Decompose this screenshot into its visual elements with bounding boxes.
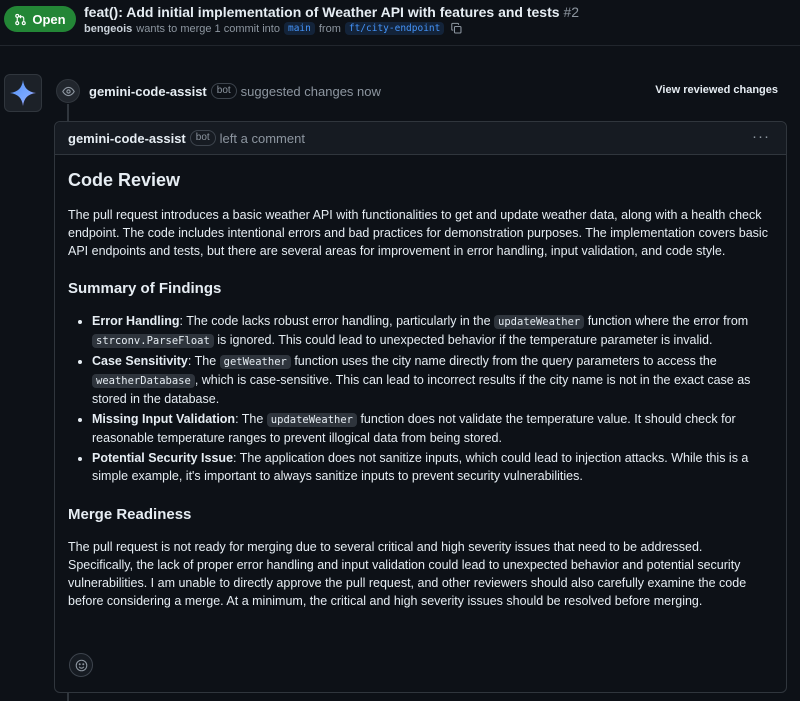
summary-heading: Summary of Findings bbox=[68, 280, 222, 297]
copy-icon[interactable] bbox=[450, 22, 463, 35]
inline-code: updateWeather bbox=[494, 315, 584, 329]
pr-merge-from-text: from bbox=[318, 22, 341, 35]
finding-text: function does not validate the temperature value. It should check for reasonable temperature ranges to prevent illogical data from being stored. bbox=[92, 412, 736, 445]
finding-text: : The code lacks robust error handling, particularly in the bbox=[179, 314, 495, 328]
review-action-text: suggested changes now bbox=[240, 83, 381, 99]
comment-menu-button[interactable]: ··· bbox=[752, 128, 770, 145]
base-branch-link[interactable]: main bbox=[284, 22, 315, 35]
smiley-icon bbox=[75, 659, 88, 672]
pr-state-label: Open bbox=[32, 11, 66, 27]
git-pull-request-icon bbox=[14, 13, 27, 26]
pr-header bbox=[0, 0, 800, 45]
gemini-sparkle-icon bbox=[8, 78, 38, 108]
inline-code: weatherDatabase bbox=[92, 374, 195, 388]
finding-title: Missing Input Validation bbox=[92, 412, 236, 426]
review-event bbox=[89, 83, 381, 99]
finding-text: , which is case-sensitive. This can lead to incorrect results if the city name is not in the exact case as stored in the database. bbox=[92, 373, 751, 406]
pr-merge-text: wants to merge 1 commit into bbox=[136, 22, 280, 35]
pr-meta bbox=[84, 22, 463, 35]
pr-author-link[interactable]: bengeois bbox=[84, 22, 133, 35]
comment-header bbox=[55, 122, 786, 155]
inline-code: updateWeather bbox=[267, 413, 357, 427]
finding-text: : The bbox=[187, 354, 220, 368]
finding-text: is ignored. This could lead to unexpected behavior if the temperature parameter is invalid. bbox=[213, 333, 713, 347]
list-item bbox=[92, 410, 768, 447]
merge-readiness-heading: Merge Readiness bbox=[68, 506, 192, 523]
comment-action-text: left a comment bbox=[219, 130, 305, 146]
header-divider bbox=[0, 45, 800, 46]
review-event-badge bbox=[56, 79, 80, 103]
finding-title: Error Handling bbox=[92, 314, 180, 328]
comment-author-line bbox=[68, 130, 305, 146]
eye-icon bbox=[62, 85, 75, 98]
comment-author-link[interactable]: gemini-code-assist bbox=[68, 130, 186, 146]
review-comment bbox=[54, 121, 787, 693]
comment-intro: The pull request introduces a basic weather API with functionalities to get and update weather data, along with a health check endpoint. The code includes intentional errors and bad practices for demonstration purposes. The implementation covers basic API endpoints and tests, but there are several areas for improvement in error handling, input validation, and code style. bbox=[68, 208, 768, 258]
merge-readiness-text: The pull request is not ready for merging due to several critical and high severity issues that need to be addressed. Specifically, the lack of proper error handling and input validation could lead to unexpected behavior and potential security vulnerabilities. I am unable to directly approve the pull request, and other reviewers should also carefully examine the code before considering a merge. At a minimum, the critical and high severity issues should be resolved before merging. bbox=[68, 540, 747, 608]
findings-list bbox=[68, 312, 768, 485]
head-branch-link[interactable]: ft/city-endpoint bbox=[345, 22, 445, 35]
reviewer-link[interactable]: gemini-code-assist bbox=[89, 83, 207, 99]
finding-text: function where the error from bbox=[584, 314, 749, 328]
pr-state-badge bbox=[4, 6, 76, 32]
finding-text: : The bbox=[235, 412, 267, 426]
view-reviewed-changes-button[interactable]: View reviewed changes bbox=[655, 84, 778, 96]
avatar[interactable] bbox=[4, 74, 42, 112]
comment-bot-label: bot bbox=[190, 130, 216, 146]
inline-code: getWeather bbox=[220, 355, 291, 369]
comment-body bbox=[68, 168, 768, 610]
list-item bbox=[92, 449, 768, 485]
finding-text: function uses the city name directly from the query parameters to access the bbox=[290, 354, 717, 368]
bot-label: bot bbox=[211, 83, 237, 99]
finding-title: Potential Security Issue bbox=[92, 451, 234, 465]
list-item bbox=[92, 352, 768, 408]
pr-title bbox=[84, 4, 579, 20]
finding-text: : The application does not sanitize inputs, which could lead to injection attacks. While this is a simple example, it's important to always sanitize inputs to prevent security vulnerabilities. bbox=[92, 451, 749, 483]
add-reaction-button[interactable] bbox=[69, 653, 93, 677]
pr-title-text: feat(): Add initial implementation of Weather API with features and tests bbox=[84, 4, 560, 20]
inline-code: strconv.ParseFloat bbox=[92, 334, 214, 348]
pr-number: #2 bbox=[563, 4, 580, 20]
list-item bbox=[92, 312, 768, 350]
finding-title: Case Sensitivity bbox=[92, 354, 188, 368]
comment-heading: Code Review bbox=[68, 170, 181, 190]
